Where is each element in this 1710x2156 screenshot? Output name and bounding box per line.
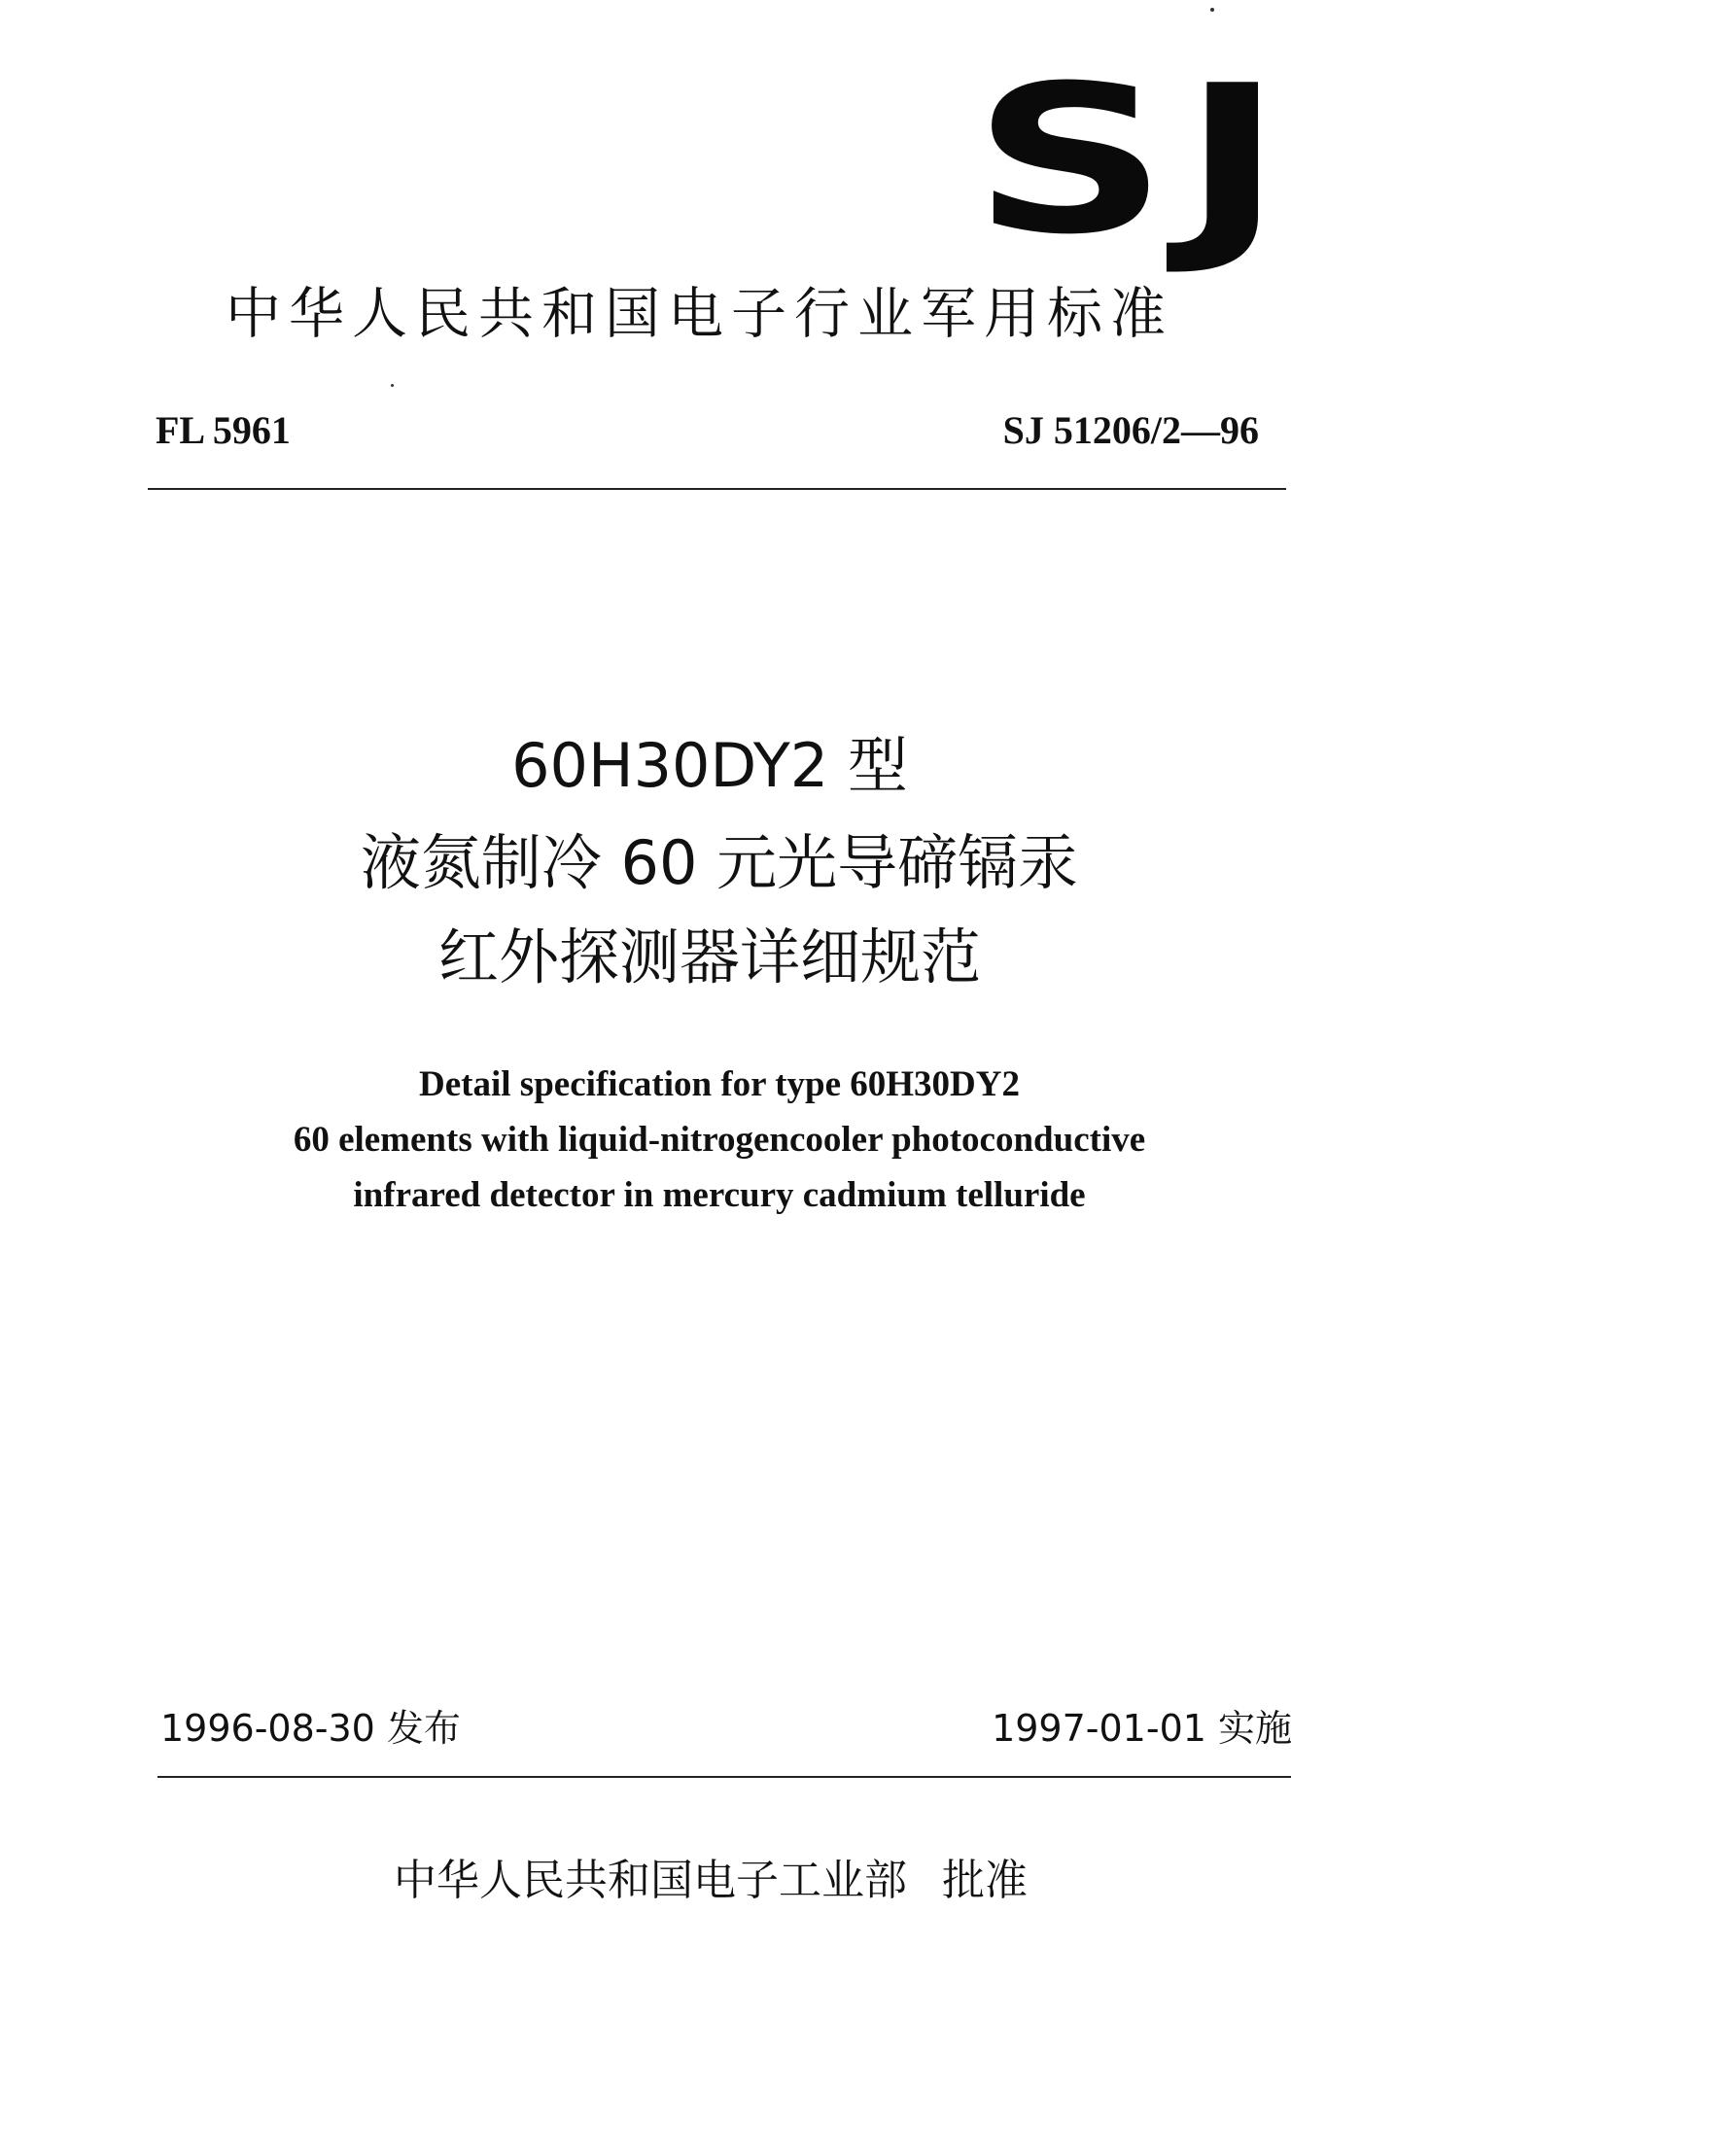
title-en-line3: infrared detector in mercury cadmium telluride [353,1175,1086,1215]
classification-code: FL 5961 [156,408,291,452]
effective-date: 1997-01-01 实施 [992,1707,1292,1750]
scan-speck [1210,8,1214,12]
title-cn-line1: 60H30DY2 型 [511,730,908,801]
org-title: 中华人民共和国电子行业军用标准 [226,282,1173,346]
scan-speck [391,384,394,387]
sj-logo: SJ [972,42,1297,280]
title-cn-line2: 液氮制冷 60 元光导碲镉汞 [360,827,1079,898]
title-cn-line3: 红外探测器详细规范 [437,922,981,992]
standard-number: SJ 51206/2—96 [1002,408,1259,452]
footer-divider [157,1776,1291,1778]
header-divider [148,488,1286,490]
title-en-line2: 60 elements with liquid-nitrogencooler photoconductive [293,1120,1146,1160]
approval-word: 批准 [942,1856,1028,1905]
issue-date: 1996-08-30 发布 [160,1707,461,1750]
approver-name: 中华人民共和国电子工业部 [394,1856,907,1905]
approval-line [394,1852,1028,1910]
title-en-line1: Detail specification for type 60H30DY2 [419,1064,1020,1104]
